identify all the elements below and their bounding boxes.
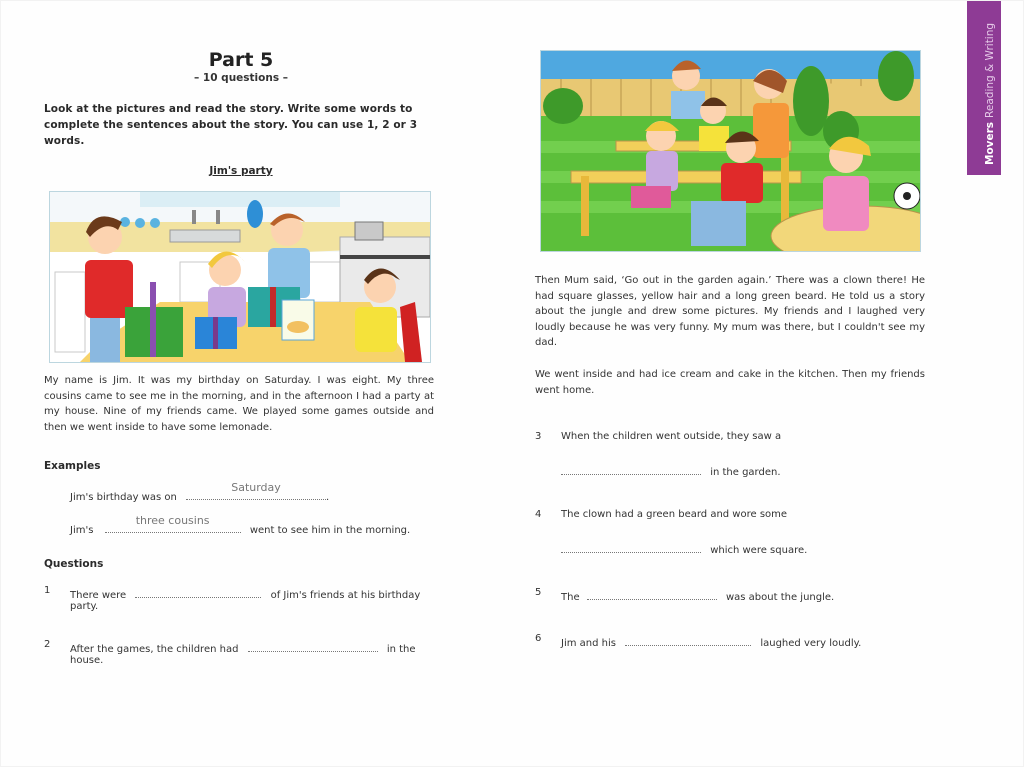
instructions: Look at the pictures and read the story. Write some words to complete the sentences about the story. You can use 1, 2 or 3 words. bbox=[44, 103, 418, 147]
side-tab bbox=[967, 1, 1001, 175]
example-2-answer-line bbox=[105, 514, 241, 533]
question-6-answer-field[interactable] bbox=[625, 633, 751, 646]
example-2-before: Jim's bbox=[70, 525, 94, 536]
kitchen-party-illustration bbox=[49, 191, 431, 363]
question-2-number: 2 bbox=[44, 639, 51, 650]
question-2-answer-field[interactable] bbox=[248, 639, 378, 652]
question-6-number: 6 bbox=[535, 633, 542, 644]
question-2-after: in the bbox=[386, 644, 416, 655]
question-4-after: which were square. bbox=[710, 545, 808, 556]
example-2 bbox=[70, 514, 411, 536]
garden-party-illustration bbox=[540, 50, 921, 252]
example-1 bbox=[70, 481, 330, 503]
question-2-line2: house. bbox=[70, 655, 104, 666]
example-2-answer: three cousins bbox=[135, 514, 210, 527]
question-5-before: The bbox=[561, 592, 580, 603]
question-5-answer-field[interactable] bbox=[587, 587, 717, 600]
side-tab-paper: Reading & Writing bbox=[984, 22, 996, 118]
question-6 bbox=[561, 633, 861, 649]
question-4 bbox=[561, 540, 807, 556]
examples-heading: Examples bbox=[44, 460, 101, 472]
side-tab-level: Movers bbox=[984, 121, 996, 165]
question-1-answer-field[interactable] bbox=[135, 585, 261, 598]
question-2-before: After the games, the children had bbox=[70, 644, 239, 655]
page-subtitle: – 10 questions – bbox=[194, 72, 288, 84]
question-5-number: 5 bbox=[535, 587, 542, 598]
question-1 bbox=[70, 585, 420, 601]
example-1-answer: Saturday bbox=[231, 481, 281, 494]
story-paragraph-3: We went inside and had ice cream and cake in the kitchen. Then my friends went home. bbox=[535, 369, 925, 396]
question-1-after: of Jim's friends at his birthday bbox=[270, 590, 421, 601]
example-1-before: Jim's birthday was on bbox=[70, 492, 177, 503]
garden-scene-icon bbox=[541, 51, 920, 251]
question-3-before: When the children went outside, they saw a bbox=[561, 431, 782, 442]
question-4-before: The clown had a green beard and wore some bbox=[561, 509, 788, 520]
question-3-number: 3 bbox=[535, 431, 542, 442]
side-tab-label bbox=[984, 23, 996, 165]
example-1-after: . bbox=[326, 492, 330, 503]
story-paragraph-2: Then Mum said, ‘Go out in the garden again.’ There was a clown there! He had square glasses, yellow hair and a long green beard. He told us a story about the jungle and drew some pictures. My friends and I laughed very loudly because he was very funny. My mum was there, but I couldn't see my dad. bbox=[535, 275, 925, 349]
example-1-answer-line bbox=[186, 481, 326, 500]
question-4-number: 4 bbox=[535, 509, 542, 520]
story-paragraph-1: My name is Jim. It was my birthday on Saturday. I was eight. My three cousins came to see me in the morning, and in the afternoon I had a party at my house. Nine of my friends came. We played some games outside and then we went inside to have some lemonade. bbox=[44, 375, 434, 433]
story-title: Jim's party bbox=[209, 165, 273, 177]
question-3-answer-field[interactable] bbox=[561, 462, 701, 475]
question-6-after: laughed very loudly. bbox=[760, 638, 862, 649]
question-1-before: There were bbox=[70, 590, 127, 601]
question-3 bbox=[561, 462, 781, 478]
question-4-answer-field[interactable] bbox=[561, 540, 701, 553]
example-2-after: went to see him in the morning. bbox=[249, 525, 411, 536]
kitchen-scene-icon bbox=[50, 192, 430, 362]
question-5-after: was about the jungle. bbox=[725, 592, 835, 603]
questions-heading: Questions bbox=[44, 558, 104, 570]
question-6-before: Jim and his bbox=[561, 638, 616, 649]
question-2 bbox=[70, 639, 416, 655]
question-1-line2: party. bbox=[70, 601, 99, 612]
page-title: Part 5 bbox=[208, 49, 274, 71]
question-5 bbox=[561, 587, 834, 603]
question-3-after: in the garden. bbox=[710, 467, 781, 478]
question-1-number: 1 bbox=[44, 585, 51, 596]
